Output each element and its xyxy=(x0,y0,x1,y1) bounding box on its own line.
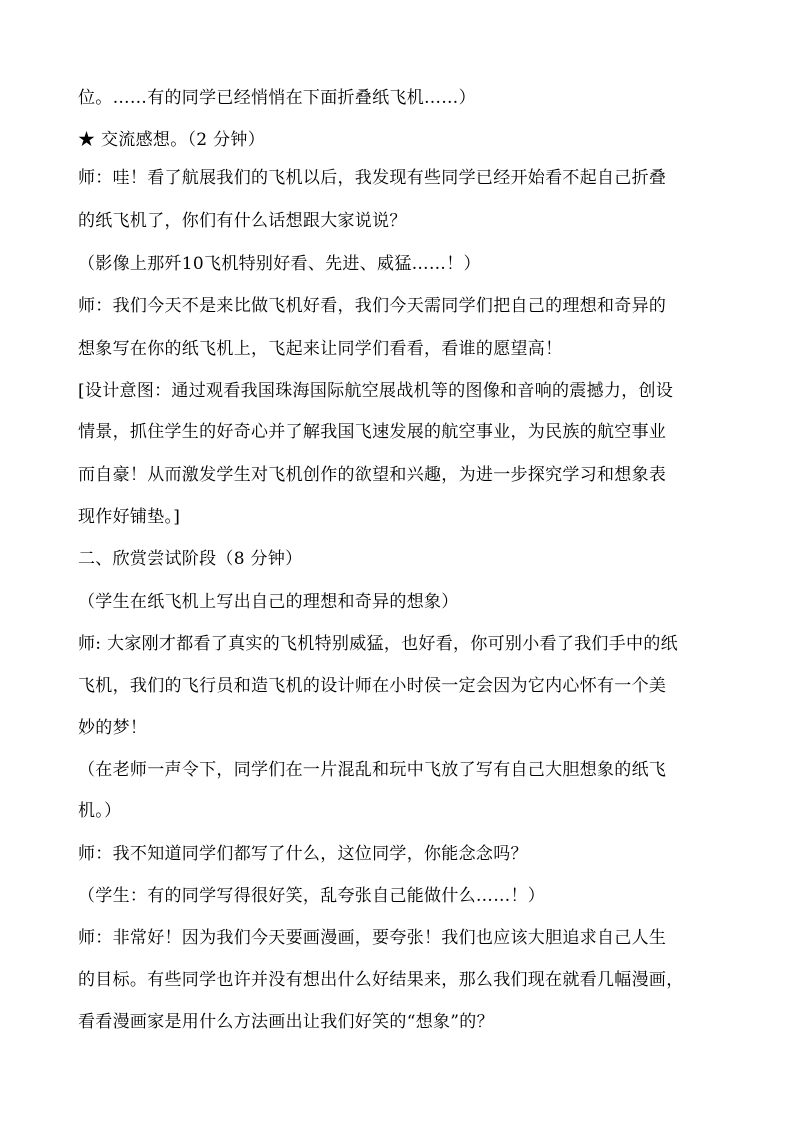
text-line: 师：我不知道同学们都写了什么，这位同学，你能念念吗？ xyxy=(78,844,528,864)
text-line: 的目标。有些同学也许并没有想出什么好结果来，那么我们现在就看几幅漫画， xyxy=(78,970,684,990)
text-line: 情景，抓住学生的好奇心并了解我国飞速发展的航空事业，为民族的航空事业 xyxy=(78,422,667,442)
text-line: （影像上那歼10飞机特别好看、先进、威猛……！） xyxy=(78,254,481,274)
text-line: 而自豪！从而激发学生对飞机创作的欲望和兴趣，为进一步探究学习和想象表 xyxy=(78,465,667,485)
text-line: ★ 交流感想。（2 分钟） xyxy=(78,130,266,150)
text-line: （学生：有的同学写得很好笑，乱夸张自己能做什么……！） xyxy=(78,886,546,906)
text-line: 机。） xyxy=(78,801,122,821)
text-line: （学生在纸飞机上写出自己的理想和奇异的想象） xyxy=(78,592,459,612)
text-line: 师: 大家刚才都看了真实的飞机特别威猛，也好看，你可别小看了我们手中的纸 xyxy=(78,634,678,654)
text-line: 妙的梦！ xyxy=(78,718,148,738)
text-line: [设计意图：通过观看我国珠海国际航空展战机等的图像和音响的震撼力，创设 xyxy=(78,381,674,401)
text-line: 想象写在你的纸飞机上，飞起来让同学们看看，看谁的愿望高！ xyxy=(78,339,563,359)
text-line: 师：我们今天不是来比做飞机好看，我们今天需同学们把自己的理想和奇异的 xyxy=(78,296,667,316)
text-line: 看看漫画家是用什么方法画出让我们好笑的“想象”的？ xyxy=(78,1012,494,1032)
text-line: 师：非常好！因为我们今天要画漫画，要夸张！我们也应该大胆追求自己人生 xyxy=(78,928,667,948)
text-line: 飞机，我们的飞行员和造飞机的设计师在小时侯一定会因为它内心怀有一个美 xyxy=(78,676,667,696)
text-line: 师：哇！看了航展我们的飞机以后，我发现有些同学已经开始看不起自己折叠 xyxy=(78,168,667,188)
text-line: 的纸飞机了，你们有什么话想跟大家说说？ xyxy=(78,211,407,231)
section-heading: 二、欣赏尝试阶段（8 分钟） xyxy=(78,549,303,569)
text-line: 现作好铺垫。] xyxy=(78,507,181,527)
text-line: 位。……有的同学已经悄悄在下面折叠纸飞机……） xyxy=(78,88,476,108)
text-line: （在老师一声令下，同学们在一片混乱和玩中飞放了写有自己大胆想象的纸飞 xyxy=(78,760,667,780)
